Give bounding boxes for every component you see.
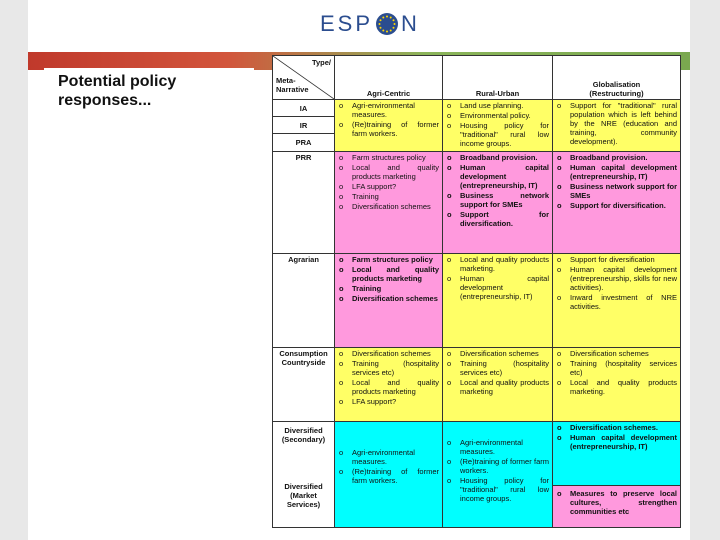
right-margin-bar bbox=[690, 0, 720, 540]
bullet-item: o (Re)training of former farm workers. bbox=[446, 457, 549, 475]
cell-r1-rural bbox=[443, 100, 553, 152]
cell-r3-glob bbox=[553, 254, 681, 348]
row-label-div-secondary: Diversified (Secondary) bbox=[281, 426, 326, 444]
bullet-item: o Farm structures policy bbox=[338, 153, 439, 162]
col-header-agri: Agri-Centric bbox=[335, 56, 443, 100]
logo-text-left: ESP bbox=[320, 11, 374, 36]
bullet-item: o Support for diversification. bbox=[446, 210, 549, 228]
bullet-item: o Local and quality products marketing bbox=[338, 265, 439, 283]
bullet-item: o Local and quality products marketing bbox=[446, 378, 549, 396]
bullet-item: o Environmental policy. bbox=[446, 111, 549, 120]
cell-r1-glob bbox=[553, 100, 681, 152]
bullet-item: o Diversification schemes. bbox=[556, 423, 677, 432]
bullet-item: o Housing policy for "traditional" rural low income groups. bbox=[446, 121, 549, 148]
bullet-item: o Local and quality products marketing. bbox=[556, 378, 677, 396]
slide-title: Potential policy responses... bbox=[44, 68, 254, 120]
cell-r5-glob-top bbox=[553, 422, 680, 485]
bullet-item: o Human capital development (entrepreneurship, IT) bbox=[446, 274, 549, 301]
bullet-item: o Broadband provision. bbox=[556, 153, 677, 162]
bullet-item: o Housing policy for "traditional" rural low income groups. bbox=[446, 476, 549, 503]
bullet-item: o Support for diversification bbox=[556, 255, 677, 264]
cell-r3-rural bbox=[443, 254, 553, 348]
cell-r5-rural bbox=[443, 422, 553, 528]
bullet-item: o Human capital development (entrepreneurship, IT) bbox=[446, 163, 549, 190]
bullet-item: o Diversification schemes bbox=[446, 349, 549, 358]
cell-r4-glob bbox=[553, 348, 681, 422]
cell-r4-rural bbox=[443, 348, 553, 422]
type-label: Type/ bbox=[311, 58, 331, 67]
cell-r5-glob bbox=[553, 422, 681, 528]
meta-narrative-label: Meta- Narrative bbox=[276, 76, 309, 94]
bullet-item: o Diversification schemes bbox=[338, 202, 439, 211]
row-label-diversified bbox=[273, 422, 335, 528]
bullet-item: o (Re)training of former farm workers. bbox=[338, 120, 439, 138]
bullet-item: o Training bbox=[338, 284, 439, 293]
type-header-cell bbox=[273, 56, 335, 100]
row-label-agrarian: Agrarian bbox=[273, 254, 335, 348]
row-label-pra: PRA bbox=[295, 138, 312, 147]
bullet-item: o Diversification schemes bbox=[338, 294, 439, 303]
bullet-item: o Training (hospitality services etc) bbox=[338, 359, 439, 377]
cell-r3-agri bbox=[335, 254, 443, 348]
bullet-item: o Training (hospitality services etc) bbox=[446, 359, 549, 377]
bullet-item: o Human capital development (entrepreneurship, IT) bbox=[556, 433, 677, 451]
cell-r1-agri bbox=[335, 100, 443, 152]
bullet-item: o Agri-environmental measures. bbox=[338, 101, 439, 119]
eu-stars-icon bbox=[375, 12, 399, 36]
col-header-glob: Globalisation (Restructuring) bbox=[553, 56, 681, 100]
row-label-consumption: Consumption Countryside bbox=[273, 348, 335, 422]
row-label-ia-ir-pra bbox=[273, 100, 335, 152]
bullet-item: o Agri-environmental measures. bbox=[446, 438, 549, 456]
cell-r2-glob bbox=[553, 152, 681, 254]
espon-logo bbox=[320, 10, 420, 38]
bullet-item: o Training bbox=[338, 192, 439, 201]
bullet-item: o Diversification schemes bbox=[556, 349, 677, 358]
bullet-item: o Local and quality products marketing bbox=[338, 163, 439, 181]
bullet-item: o LFA support? bbox=[338, 397, 439, 406]
logo-text-right: N bbox=[401, 11, 420, 36]
bullet-item: o Training (hospitality services etc) bbox=[556, 359, 677, 377]
cell-r5-agri bbox=[335, 422, 443, 528]
bullet-item: o Human capital development (entrepreneurship, IT) bbox=[556, 163, 677, 181]
cell-r5-glob-bottom bbox=[553, 485, 680, 527]
cell-r2-rural bbox=[443, 152, 553, 254]
bullet-item: o Land use planning. bbox=[446, 101, 549, 110]
bullet-item: o Local and quality products marketing bbox=[338, 378, 439, 396]
bullet-item: o LFA support? bbox=[338, 182, 439, 191]
bullet-item: o Agri-environmental measures. bbox=[338, 448, 439, 466]
bullet-item: o Support for diversification. bbox=[556, 201, 677, 210]
col-header-rural: Rural-Urban bbox=[443, 56, 553, 100]
bullet-item: o Diversification schemes bbox=[338, 349, 439, 358]
bullet-item: o Business network support for SMEs bbox=[446, 191, 549, 209]
cell-r4-agri bbox=[335, 348, 443, 422]
bullet-item: o (Re)training of former farm workers. bbox=[338, 467, 439, 485]
row-label-prr: PRR bbox=[273, 152, 335, 254]
bullet-item: o Human capital development (entrepreneurship, skills for new activities). bbox=[556, 265, 677, 292]
bullet-item: o Local and quality products marketing. bbox=[446, 255, 549, 273]
bullet-item: o Support for "traditional" rural population which is left behind by the NRE (education and training, community development). bbox=[556, 101, 677, 146]
row-label-ia: IA bbox=[273, 100, 334, 117]
cell-r2-agri bbox=[335, 152, 443, 254]
bullet-item: o Inward investment of NRE activities. bbox=[556, 293, 677, 311]
row-label-ir: IR bbox=[273, 117, 334, 134]
bullet-item: o Business network support for SMEs bbox=[556, 182, 677, 200]
left-margin-bar bbox=[0, 0, 28, 540]
bullet-item: o Broadband provision. bbox=[446, 153, 549, 162]
bullet-item: o Measures to preserve local cultures, strengthen communities etc bbox=[556, 489, 677, 516]
row-label-div-market: Diversified (Market Services) bbox=[284, 482, 323, 509]
policy-table bbox=[272, 55, 681, 528]
bullet-item: o Farm structures policy bbox=[338, 255, 439, 264]
